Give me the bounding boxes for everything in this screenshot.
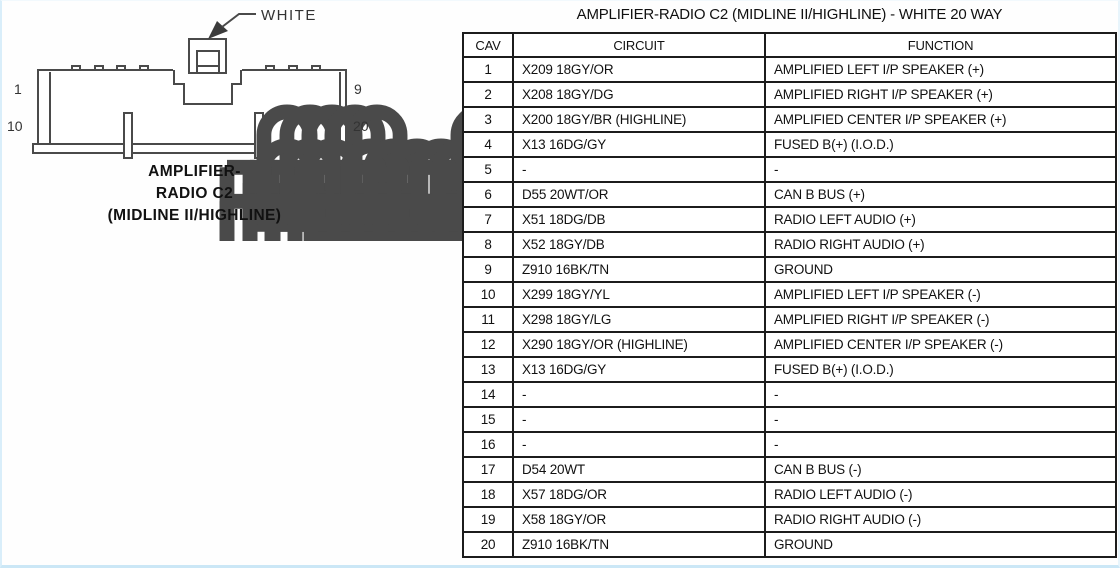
cav-cell: 17 <box>463 457 513 482</box>
leader-line <box>222 14 256 27</box>
cav-cell: 14 <box>463 382 513 407</box>
function-cell: CAN B BUS (+) <box>765 182 1116 207</box>
table-row <box>463 432 1116 457</box>
table-row <box>463 357 1116 382</box>
cav-cell: 7 <box>463 207 513 232</box>
circuit-cell: - <box>513 157 765 182</box>
table-row <box>463 507 1116 532</box>
circuit-cell: - <box>513 432 765 457</box>
pin-number-20: 20 <box>353 118 369 134</box>
cav-cell: 4 <box>463 132 513 157</box>
function-cell: - <box>765 432 1116 457</box>
cav-cell: 10 <box>463 282 513 307</box>
function-cell: AMPLIFIED LEFT I/P SPEAKER (-) <box>765 282 1116 307</box>
circuit-cell: Z910 16BK/TN <box>513 532 765 557</box>
table-row <box>463 82 1116 107</box>
cav-cell: 13 <box>463 357 513 382</box>
header-cav: CAV <box>463 33 513 57</box>
circuit-cell: X51 18DG/DB <box>513 207 765 232</box>
circuit-cell: D55 20WT/OR <box>513 182 765 207</box>
function-cell: - <box>765 157 1116 182</box>
circuit-cell: X13 16DG/GY <box>513 357 765 382</box>
circuit-cell: X209 18GY/OR <box>513 57 765 82</box>
table-row <box>463 157 1116 182</box>
pinout-table-body <box>463 57 1116 557</box>
key-slot-left <box>124 113 132 158</box>
table-row <box>463 457 1116 482</box>
circuit-cell: X57 18DG/OR <box>513 482 765 507</box>
circuit-cell: X298 18GY/LG <box>513 307 765 332</box>
latch-cutout <box>174 70 241 104</box>
table-row <box>463 107 1116 132</box>
cav-cell: 5 <box>463 157 513 182</box>
caption-line-1: AMPLIFIER- <box>148 163 241 180</box>
table-row <box>463 482 1116 507</box>
cav-cell: 6 <box>463 182 513 207</box>
cav-cell: 2 <box>463 82 513 107</box>
circuit-cell: X13 16DG/GY <box>513 132 765 157</box>
table-row <box>463 307 1116 332</box>
function-cell: FUSED B(+) (I.O.D.) <box>765 132 1116 157</box>
cav-cell: 20 <box>463 532 513 557</box>
circuit-cell: - <box>513 407 765 432</box>
circuit-cell: D54 20WT <box>513 457 765 482</box>
function-cell: RADIO RIGHT AUDIO (+) <box>765 232 1116 257</box>
function-cell: RADIO LEFT AUDIO (+) <box>765 207 1116 232</box>
table-row <box>463 232 1116 257</box>
pin-number-1: 1 <box>14 81 22 97</box>
table-header-row <box>463 33 1116 57</box>
table-title: AMPLIFIER-RADIO C2 (MIDLINE II/HIGHLINE) - WHITE 20 WAY <box>576 6 1003 23</box>
cav-cell: 16 <box>463 432 513 457</box>
header-function: FUNCTION <box>765 33 1116 57</box>
table-row <box>463 57 1116 82</box>
connector-caption <box>57 161 332 227</box>
circuit-cell: X290 18GY/OR (HIGHLINE) <box>513 332 765 357</box>
table-row <box>463 257 1116 282</box>
pin-number-9: 9 <box>354 81 362 97</box>
circuit-cell: - <box>513 382 765 407</box>
cav-cell: 11 <box>463 307 513 332</box>
function-cell: AMPLIFIED RIGHT I/P SPEAKER (-) <box>765 307 1116 332</box>
cav-cell: 1 <box>463 57 513 82</box>
function-cell: RADIO RIGHT AUDIO (-) <box>765 507 1116 532</box>
header-circuit: CIRCUIT <box>513 33 765 57</box>
function-cell: RADIO LEFT AUDIO (-) <box>765 482 1116 507</box>
function-cell: GROUND <box>765 532 1116 557</box>
table-row <box>463 532 1116 557</box>
cav-cell: 18 <box>463 482 513 507</box>
connector-color-label: WHITE <box>261 7 317 24</box>
table-row <box>463 407 1116 432</box>
latch-tab <box>189 39 226 73</box>
cav-cell: 3 <box>463 107 513 132</box>
table-row <box>463 332 1116 357</box>
caption-line-2: RADIO C2 <box>155 185 234 202</box>
circuit-cell: Z910 16BK/TN <box>513 257 765 282</box>
function-cell: FUSED B(+) (I.O.D.) <box>765 357 1116 382</box>
function-cell: AMPLIFIED CENTER I/P SPEAKER (+) <box>765 107 1116 132</box>
pinout-table <box>462 32 1117 558</box>
table-row <box>463 182 1116 207</box>
function-cell: - <box>765 382 1116 407</box>
table-row <box>463 132 1116 157</box>
function-cell: GROUND <box>765 257 1116 282</box>
table-row <box>463 282 1116 307</box>
cav-cell: 19 <box>463 507 513 532</box>
table-row <box>463 382 1116 407</box>
caption-line-3: (MIDLINE II/HIGHLINE) <box>107 207 282 224</box>
cav-cell: 12 <box>463 332 513 357</box>
cav-cell: 15 <box>463 407 513 432</box>
function-cell: - <box>765 407 1116 432</box>
function-cell: AMPLIFIED LEFT I/P SPEAKER (+) <box>765 57 1116 82</box>
circuit-cell: X208 18GY/DG <box>513 82 765 107</box>
circuit-cell: X200 18GY/BR (HIGHLINE) <box>513 107 765 132</box>
cav-cell: 8 <box>463 232 513 257</box>
function-cell: AMPLIFIED RIGHT I/P SPEAKER (+) <box>765 82 1116 107</box>
pinout-table-container <box>462 32 1117 558</box>
circuit-cell: X52 18GY/DB <box>513 232 765 257</box>
function-cell: AMPLIFIED CENTER I/P SPEAKER (-) <box>765 332 1116 357</box>
circuit-cell: X299 18GY/YL <box>513 282 765 307</box>
table-row <box>463 207 1116 232</box>
pin-number-10: 10 <box>7 118 23 134</box>
circuit-cell: X58 18GY/OR <box>513 507 765 532</box>
function-cell: CAN B BUS (-) <box>765 457 1116 482</box>
cav-cell: 9 <box>463 257 513 282</box>
